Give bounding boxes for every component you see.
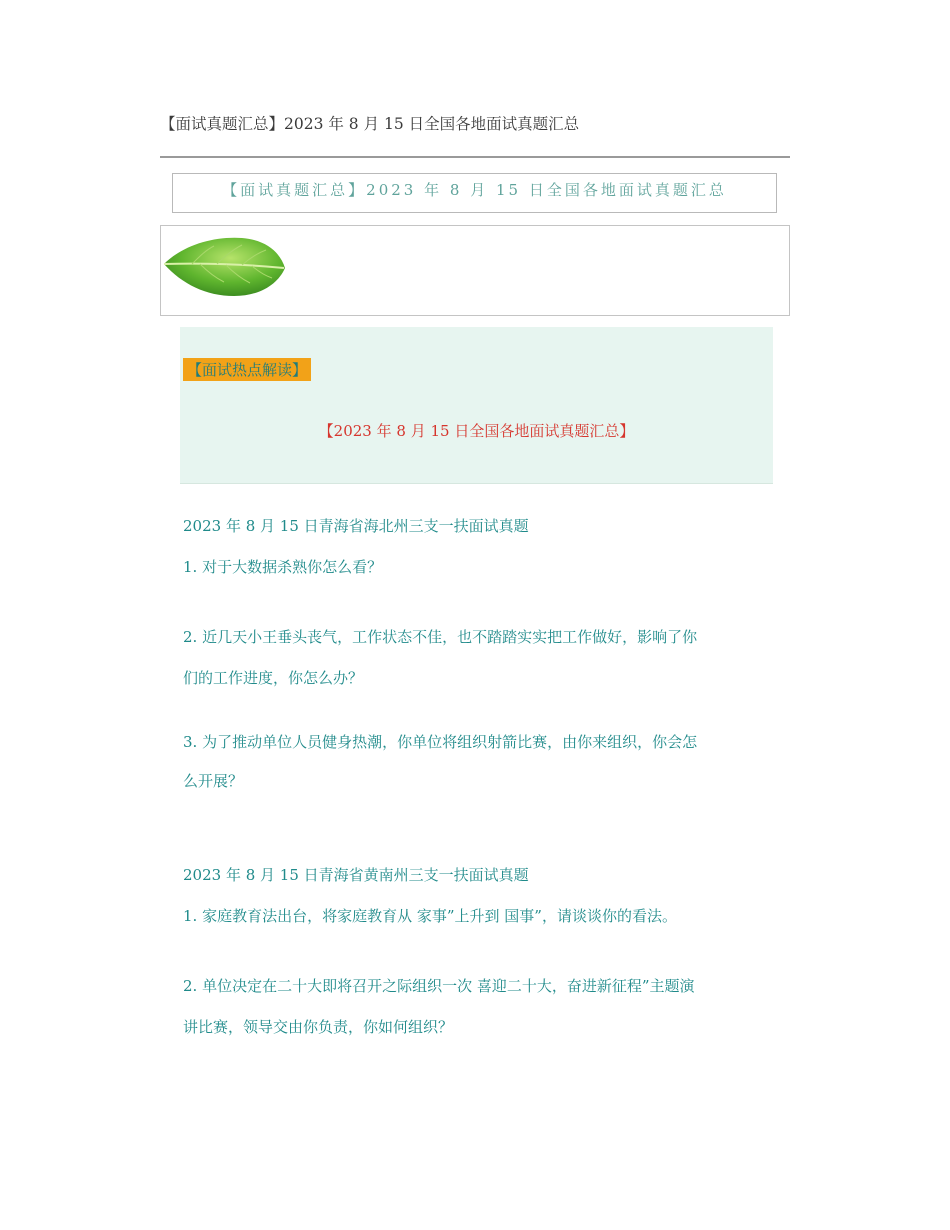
section-heading-haibei: 2023 年 8 月 15 日青海省海北州三支一扶面试真题 [183,517,529,535]
question-item: 1. 家庭教育法出台，将家庭教育从 家事”上升到 国事”，请谈谈你的看法。 [183,907,677,925]
question-item-continuation: 么开展？ [183,772,244,790]
question-item: 1. 对于大数据杀熟你怎么看？ [183,558,383,576]
panel-title: 【2023 年 8 月 15 日全国各地面试真题汇总】 [318,422,635,440]
boxed-title-text: 【面试真题汇总】2023 年 8 月 15 日全国各地面试真题汇总 [222,181,727,199]
question-item-continuation: 们的工作进度，你怎么办？ [183,669,364,687]
question-item: 3. 为了推动单位人员健身热潮，你单位将组织射箭比赛，由你来组织，你会怎 [183,733,698,751]
hot-topic-panel [180,327,773,484]
section-heading-huangnan: 2023 年 8 月 15 日青海省黄南州三支一扶面试真题 [183,866,529,884]
title-divider [160,156,790,158]
question-item-continuation: 讲比赛，领导交由你负责，你如何组织？ [183,1018,454,1036]
green-leaf-image [162,236,288,298]
question-item: 2. 近几天小王垂头丧气，工作状态不佳，也不踏踏实实把工作做好，影响了你 [183,628,698,646]
boxed-title [172,173,777,213]
leaf-banner [160,225,790,316]
question-item: 2. 单位决定在二十大即将召开之际组织一次 喜迎二十大，奋进新征程”主题演 [183,977,695,995]
hot-topic-tag: 【面试热点解读】 [183,358,311,381]
document-title: 【面试真题汇总】2023 年 8 月 15 日全国各地面试真题汇总 [160,115,580,133]
